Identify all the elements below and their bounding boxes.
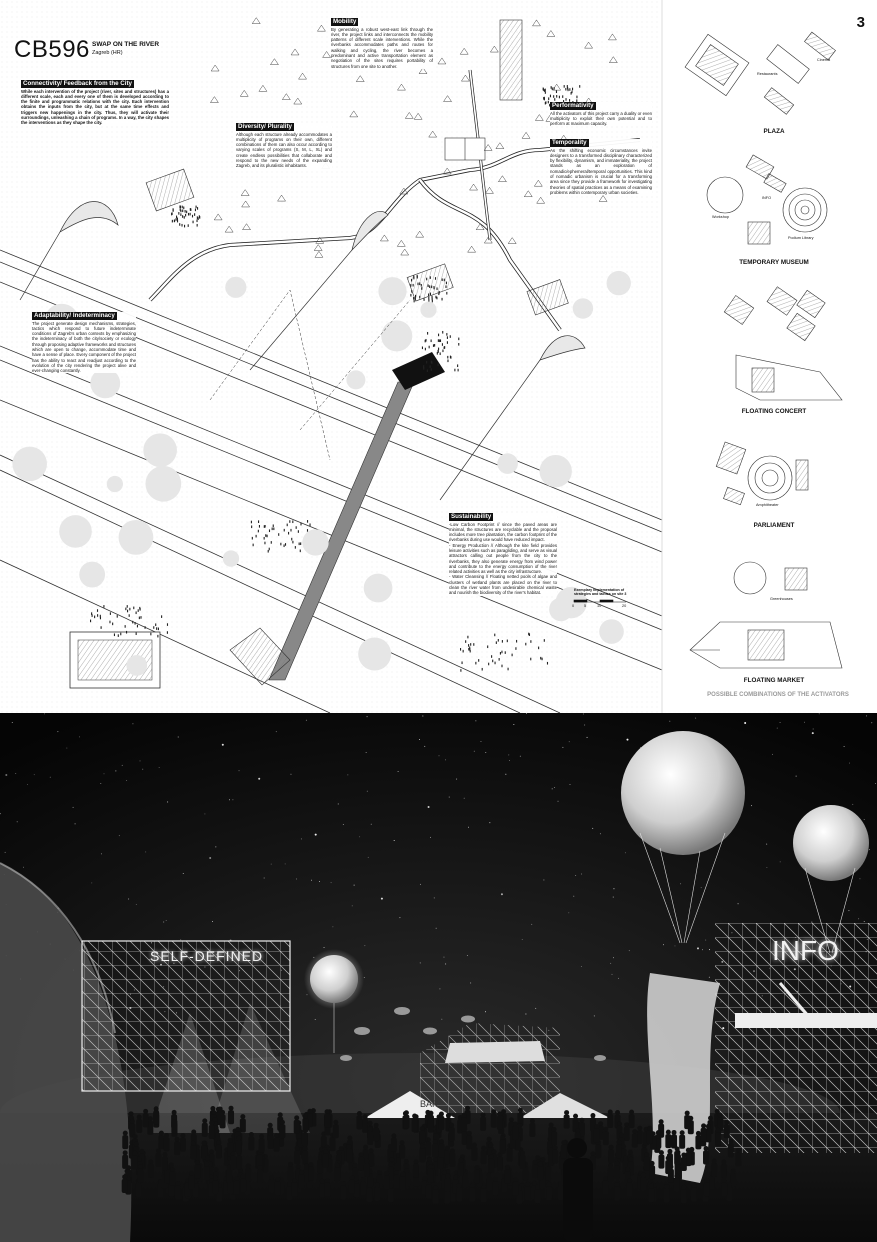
temporality-heading: Temporality xyxy=(552,139,587,146)
temporary-museum-title: TEMPORARY MUSEUM xyxy=(739,259,809,266)
label-amphitheater: Amphitheater xyxy=(756,503,779,507)
project-city: Zagreb (HR) xyxy=(92,50,123,56)
connectivity-text: While each intervention of the project (river, sites and structures) has a different scale, each and every one of them is developed according to the finite and programmatic relations with the city. Each intervention obtains the inputs from the city, but at the same time effects and triggers new happenings in the city. Thus, they will activate their surroundings, unleashing a chain of programs. In a way, the city shapes the interventions as they shape the city. xyxy=(21,88,169,126)
mobility-heading: Mobility xyxy=(333,18,357,25)
connectivity-heading: Connectivity/ Feedback from the City xyxy=(23,80,132,87)
sustainability-p1: -Low Carbon Footprint // since the paved areas are minimal, the structures are recyclable and the proposal includes more tree plantation, the carbon footprint of the riverbanks during use would have reduced impact. xyxy=(449,521,557,543)
self-defined-sign: SELF-DEFINED xyxy=(150,948,264,964)
label-cinema: Cinema xyxy=(817,58,831,62)
temporality-text: As the shifting economic circumstances invite designers to a transformed disciplinary characterized by flexibility, dynamism, and immateriality, the project stands as an exploration of nomadic/ephemeral/temporal opportunities. This kind of nomadic urbanism is crucial for a transforming area since they provide a framework for investigating theories of spatial practices as a means of examining problems within contemporary urban societies. xyxy=(550,147,652,195)
scale-tick-0: 0 xyxy=(572,604,575,608)
scale-tick-5: 5 xyxy=(584,604,587,608)
performativity-block xyxy=(550,102,652,126)
sustainability-p2: - Energy Production // Although the kite field provides leisure activities such as paragliding, and serve as visual attractors calling out people from the city to the riverbanks, they also generate energy from wind power and contribute to the energy consumption of the river related activities as well as the city infrastructure. xyxy=(449,542,557,575)
sustainability-p3: - Water Cleansing // Floating netted pools of algae and clusters of wetland plants are placed on the river to clean the river water from undesirable chemical waste and nourish the biodiversity of the river's habitat. xyxy=(449,574,557,596)
legend-caption: Exemplary Implementation of strategies and tactics on site 3 xyxy=(574,588,627,597)
project-title: SWAP ON THE RIVER xyxy=(92,41,160,48)
diversity-block xyxy=(236,123,332,169)
performativity-heading: Performativity xyxy=(552,102,594,109)
project-code: CB596 xyxy=(14,36,90,63)
scale-tick-20: 20 xyxy=(622,604,627,608)
activators-footer: POSSIBLE COMBINATIONS OF THE ACTIVATORS xyxy=(707,692,849,698)
temporality-block xyxy=(550,139,652,195)
adaptability-heading: Adaptability/ Indeterminacy xyxy=(34,312,115,319)
sustainability-block xyxy=(449,513,557,596)
floating-market-title: FLOATING MARKET xyxy=(743,677,805,684)
label-restaurants: Restaurants xyxy=(757,72,778,76)
project-header xyxy=(14,36,160,64)
diversity-heading: Diversity/ Plurality xyxy=(238,123,292,130)
mobility-text: By generating a robust west-east link through the river, the project links and interconnects the mobility patterns of different scale interventions. While the riverbanks accommodates paths and routes for walking and cycling, the river becomes a predominant and active transportation element as negotiation of the sites requires portability of structures from one site to another. xyxy=(331,26,433,69)
mobility-block xyxy=(331,18,433,69)
floating-concert-title: FLOATING CONCERT xyxy=(741,408,807,415)
diversity-text: Although each structure already accommodates a multiplicity of programs on their own, different combinations of them can also occur according to varying scales of programs (S, M, L, XL) and create endless possibilities that collaborate and respond to the new needs of the expanding Zagreb, and its pluralistic inhabitants. xyxy=(236,131,332,169)
scale-tick-10: 10 xyxy=(597,604,602,608)
adaptability-text: The project generate design mechanisms, strategies, tactics which respond to future indeterminate conditions of Zagreb's urban contexts by emphasizing the indeterminacy of both the city/society or ecology through proposing adaptive frameworks and structures which are open to change, accommodate time and have a sense of place. Every component of the project has the ability to react and readjust according to the evolution of the city rendering the project alive and ever-changing constantly. xyxy=(32,320,136,374)
page-number: 3 xyxy=(856,14,865,31)
bar-sign: BAR xyxy=(420,1099,439,1109)
night-scene xyxy=(0,713,877,1242)
parliament-title: PARLIAMENT xyxy=(753,522,795,529)
label-greenhouses: Greenhouses xyxy=(770,597,793,601)
performativity-text: All the activators of this project carry a duality or even multiplicity to exploit their own potential and to perform at maximum capacity. xyxy=(550,110,652,127)
connectivity-block xyxy=(21,80,169,126)
night-render-panel xyxy=(0,713,877,1242)
sustainability-heading: Sustainability xyxy=(451,513,492,520)
label-workshop: Workshop xyxy=(712,215,730,219)
info-sign: INFO xyxy=(772,935,839,966)
label-podium-library: Podium Library xyxy=(788,236,814,240)
label-info: INFO xyxy=(762,196,772,200)
adaptability-block xyxy=(32,312,136,373)
plaza-title: PLAZA xyxy=(763,128,785,135)
